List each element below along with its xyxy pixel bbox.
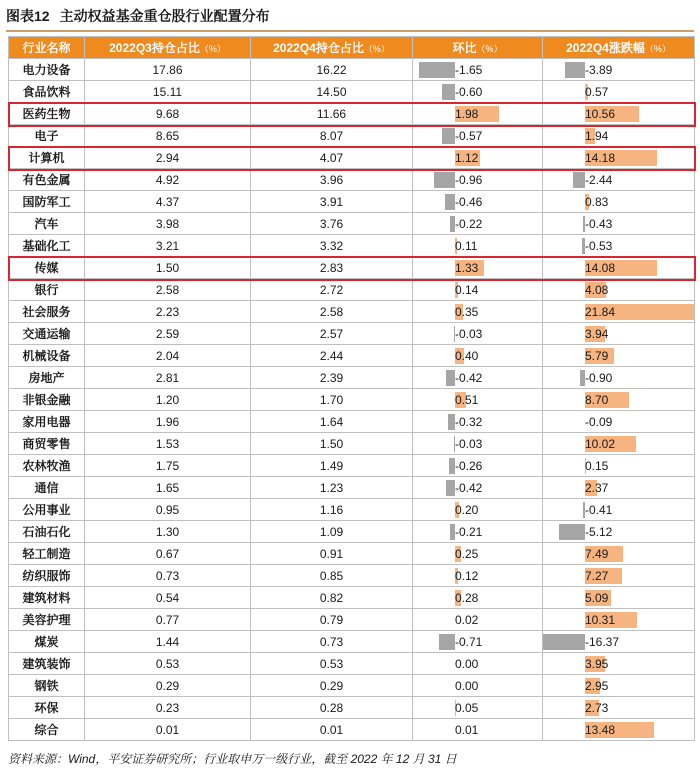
- table-row: [9, 125, 695, 147]
- industry-name-cell: 交通运输: [9, 323, 85, 345]
- table-row: [9, 609, 695, 631]
- table-row: [9, 169, 695, 191]
- q4-share-cell: 0.28: [251, 697, 413, 719]
- header-q3-label: 2022Q3持仓占比: [109, 41, 200, 55]
- qoq-cell: [413, 565, 543, 587]
- q3-share-cell: 1.20: [85, 389, 251, 411]
- table-row: [9, 565, 695, 587]
- qoq-value: -0.57: [455, 128, 483, 143]
- qoq-value: 0.00: [455, 656, 479, 671]
- q3-share-cell: 8.65: [85, 125, 251, 147]
- industry-name-cell: 医药生物: [9, 103, 85, 125]
- qoq-value: -0.71: [455, 634, 483, 649]
- table-row: [9, 103, 695, 125]
- change-value: 14.18: [585, 150, 616, 165]
- q3-share-cell: 2.58: [85, 279, 251, 301]
- change-value: 13.48: [585, 722, 616, 737]
- q4-change-cell: [543, 565, 695, 587]
- industry-name-cell: 通信: [9, 477, 85, 499]
- q4-share-cell: 1.49: [251, 455, 413, 477]
- table-row: [9, 191, 695, 213]
- q4-change-cell: [543, 719, 695, 741]
- q4-change-cell: [543, 675, 695, 697]
- q4-change-cell: [543, 257, 695, 279]
- q4-share-cell: 1.64: [251, 411, 413, 433]
- q4-share-cell: 0.85: [251, 565, 413, 587]
- qoq-cell: [413, 191, 543, 213]
- qoq-cell: [413, 147, 543, 169]
- q4-share-cell: 1.23: [251, 477, 413, 499]
- qoq-cell: [413, 653, 543, 675]
- change-value: 3.94: [585, 326, 609, 341]
- q3-share-cell: 1.75: [85, 455, 251, 477]
- q4-share-cell: 1.70: [251, 389, 413, 411]
- q4-share-cell: 0.29: [251, 675, 413, 697]
- qoq-value: -0.42: [455, 480, 483, 495]
- qoq-value: 0.00: [455, 678, 479, 693]
- change-value: -5.12: [585, 524, 613, 539]
- change-value: -0.90: [585, 370, 613, 385]
- table-row: [9, 455, 695, 477]
- q3-share-cell: 0.67: [85, 543, 251, 565]
- q4-change-cell: [543, 367, 695, 389]
- qoq-cell: [413, 675, 543, 697]
- industry-name-cell: 基础化工: [9, 235, 85, 257]
- q4-change-cell: [543, 345, 695, 367]
- industry-name-cell: 建筑材料: [9, 587, 85, 609]
- q4-change-cell: [543, 653, 695, 675]
- table-row: [9, 587, 695, 609]
- table-row: [9, 719, 695, 741]
- header-q4-label: 2022Q4持仓占比: [273, 41, 364, 55]
- header-qoq: [413, 37, 543, 59]
- q4-change-cell: [543, 235, 695, 257]
- industry-name-cell: 环保: [9, 697, 85, 719]
- industry-name-cell: 石油石化: [9, 521, 85, 543]
- change-value: 5.79: [585, 348, 609, 363]
- header-q3-unit: （%）: [199, 44, 226, 54]
- change-value: 0.83: [585, 194, 609, 209]
- qoq-cell: [413, 279, 543, 301]
- industry-name-cell: 传媒: [9, 257, 85, 279]
- qoq-value: 0.14: [455, 282, 479, 297]
- qoq-cell: [413, 103, 543, 125]
- q3-share-cell: 4.92: [85, 169, 251, 191]
- q4-share-cell: 2.39: [251, 367, 413, 389]
- header-q4-change: [543, 37, 695, 59]
- change-value: -2.44: [585, 172, 613, 187]
- qoq-value: -0.60: [455, 84, 483, 99]
- change-value: -0.41: [585, 502, 613, 517]
- header-industry-label: 行业名称: [22, 41, 71, 55]
- q3-share-cell: 3.98: [85, 213, 251, 235]
- q4-change-cell: [543, 697, 695, 719]
- change-value: 10.56: [585, 106, 616, 121]
- header-q4-unit: （%）: [363, 44, 390, 54]
- header-industry: [9, 37, 85, 59]
- change-value: -16.37: [585, 634, 620, 649]
- q4-share-cell: 11.66: [251, 103, 413, 125]
- change-value: 8.70: [585, 392, 609, 407]
- qoq-cell: [413, 455, 543, 477]
- change-value: 0.57: [585, 84, 609, 99]
- q4-share-cell: 2.58: [251, 301, 413, 323]
- table-row: [9, 81, 695, 103]
- q4-change-cell: [543, 213, 695, 235]
- q3-share-cell: 2.04: [85, 345, 251, 367]
- figure-title-text: 主动权益基金重仓股行业配置分布: [59, 8, 270, 24]
- q3-share-cell: 4.37: [85, 191, 251, 213]
- qoq-cell: [413, 697, 543, 719]
- header-q4-share: [251, 37, 413, 59]
- industry-name-cell: 美容护理: [9, 609, 85, 631]
- qoq-value: 0.01: [455, 722, 479, 737]
- table-row: [9, 213, 695, 235]
- q3-share-cell: 0.23: [85, 697, 251, 719]
- q4-share-cell: 2.44: [251, 345, 413, 367]
- qoq-value: 1.12: [455, 150, 479, 165]
- figure-title: [6, 4, 270, 28]
- table-row: [9, 411, 695, 433]
- table-row: [9, 257, 695, 279]
- change-value: 2.37: [585, 480, 609, 495]
- source-note: 资料来源：Wind，平安证券研究所；行业取申万一级行业，截至 2022 年 12 月 31 日: [8, 752, 457, 766]
- q4-change-cell: [543, 411, 695, 433]
- q4-change-cell: [543, 587, 695, 609]
- q4-share-cell: 0.53: [251, 653, 413, 675]
- change-value: 10.31: [585, 612, 616, 627]
- industry-name-cell: 商贸零售: [9, 433, 85, 455]
- q3-share-cell: 2.59: [85, 323, 251, 345]
- q3-share-cell: 17.86: [85, 59, 251, 81]
- q4-change-cell: [543, 499, 695, 521]
- qoq-cell: [413, 301, 543, 323]
- change-value: 14.08: [585, 260, 616, 275]
- table-row: [9, 389, 695, 411]
- industry-name-cell: 钢铁: [9, 675, 85, 697]
- table-row: [9, 675, 695, 697]
- q4-share-cell: 0.01: [251, 719, 413, 741]
- q3-share-cell: 0.29: [85, 675, 251, 697]
- q3-share-cell: 1.96: [85, 411, 251, 433]
- qoq-cell: [413, 367, 543, 389]
- q3-share-cell: 15.11: [85, 81, 251, 103]
- qoq-value: -0.21: [455, 524, 483, 539]
- change-value: 1.94: [585, 128, 609, 143]
- q3-share-cell: 9.68: [85, 103, 251, 125]
- qoq-cell: [413, 477, 543, 499]
- table-row: [9, 521, 695, 543]
- q4-share-cell: 0.82: [251, 587, 413, 609]
- industry-name-cell: 公用事业: [9, 499, 85, 521]
- table-row: [9, 323, 695, 345]
- q4-change-cell: [543, 81, 695, 103]
- change-value: -0.09: [585, 414, 613, 429]
- qoq-value: 0.40: [455, 348, 479, 363]
- q4-change-cell: [543, 103, 695, 125]
- q4-share-cell: 0.91: [251, 543, 413, 565]
- change-value: 3.95: [585, 656, 609, 671]
- table-row: [9, 279, 695, 301]
- table-row: [9, 433, 695, 455]
- q4-share-cell: 3.96: [251, 169, 413, 191]
- qoq-cell: [413, 81, 543, 103]
- header-chg-unit: （%）: [644, 44, 671, 54]
- industry-name-cell: 煤炭: [9, 631, 85, 653]
- qoq-cell: [413, 499, 543, 521]
- table-header-row: [9, 37, 695, 59]
- q4-change-cell: [543, 191, 695, 213]
- q4-share-cell: 8.07: [251, 125, 413, 147]
- industry-allocation-table: [8, 36, 695, 741]
- qoq-value: -0.46: [455, 194, 483, 209]
- q4-change-cell: [543, 169, 695, 191]
- change-value: 10.02: [585, 436, 616, 451]
- header-qoq-label: 环比: [452, 41, 477, 55]
- q4-share-cell: 3.76: [251, 213, 413, 235]
- qoq-value: 0.12: [455, 568, 479, 583]
- q4-change-cell: [543, 323, 695, 345]
- qoq-value: -0.42: [455, 370, 483, 385]
- q4-share-cell: 14.50: [251, 81, 413, 103]
- qoq-cell: [413, 411, 543, 433]
- change-value: 7.49: [585, 546, 609, 561]
- change-value: 0.15: [585, 458, 609, 473]
- q3-share-cell: 2.94: [85, 147, 251, 169]
- table-row: [9, 147, 695, 169]
- q4-change-cell: [543, 455, 695, 477]
- header-q3-share: [85, 37, 251, 59]
- q4-change-cell: [543, 301, 695, 323]
- table-row: [9, 697, 695, 719]
- qoq-cell: [413, 719, 543, 741]
- qoq-value: 0.51: [455, 392, 479, 407]
- q4-change-cell: [543, 521, 695, 543]
- industry-name-cell: 家用电器: [9, 411, 85, 433]
- qoq-cell: [413, 257, 543, 279]
- q4-share-cell: 1.09: [251, 521, 413, 543]
- q4-change-cell: [543, 279, 695, 301]
- change-value: -0.43: [585, 216, 613, 231]
- table-row: [9, 631, 695, 653]
- q4-share-cell: 0.73: [251, 631, 413, 653]
- table-row: [9, 477, 695, 499]
- q4-share-cell: 1.16: [251, 499, 413, 521]
- qoq-value: -0.96: [455, 172, 483, 187]
- qoq-cell: [413, 235, 543, 257]
- qoq-value: -0.26: [455, 458, 483, 473]
- table-row: [9, 367, 695, 389]
- industry-name-cell: 电子: [9, 125, 85, 147]
- qoq-value: 0.20: [455, 502, 479, 517]
- table-row: [9, 543, 695, 565]
- q4-share-cell: 16.22: [251, 59, 413, 81]
- q3-share-cell: 0.54: [85, 587, 251, 609]
- change-value: -0.53: [585, 238, 613, 253]
- q3-share-cell: 1.53: [85, 433, 251, 455]
- change-value: 2.95: [585, 678, 609, 693]
- qoq-cell: [413, 323, 543, 345]
- qoq-value: -0.03: [455, 326, 483, 341]
- industry-name-cell: 非银金融: [9, 389, 85, 411]
- change-value: 4.08: [585, 282, 609, 297]
- qoq-value: 0.28: [455, 590, 479, 605]
- qoq-cell: [413, 433, 543, 455]
- q3-share-cell: 2.23: [85, 301, 251, 323]
- industry-name-cell: 轻工制造: [9, 543, 85, 565]
- industry-name-cell: 建筑装饰: [9, 653, 85, 675]
- table-row: [9, 653, 695, 675]
- qoq-value: -0.03: [455, 436, 483, 451]
- q4-change-cell: [543, 125, 695, 147]
- q4-share-cell: 3.32: [251, 235, 413, 257]
- qoq-cell: [413, 587, 543, 609]
- q4-change-cell: [543, 59, 695, 81]
- qoq-value: 1.98: [455, 106, 479, 121]
- q4-change-cell: [543, 389, 695, 411]
- qoq-value: 0.35: [455, 304, 479, 319]
- q4-change-cell: [543, 631, 695, 653]
- qoq-value: 1.33: [455, 260, 479, 275]
- q3-share-cell: 0.53: [85, 653, 251, 675]
- qoq-value: 0.11: [455, 238, 478, 253]
- q4-share-cell: 1.50: [251, 433, 413, 455]
- industry-name-cell: 社会服务: [9, 301, 85, 323]
- qoq-cell: [413, 345, 543, 367]
- industry-name-cell: 纺织服饰: [9, 565, 85, 587]
- q3-share-cell: 1.44: [85, 631, 251, 653]
- table-row: [9, 345, 695, 367]
- figure-number: 图表12: [6, 8, 50, 24]
- q3-share-cell: 0.01: [85, 719, 251, 741]
- q4-change-cell: [543, 477, 695, 499]
- q3-share-cell: 0.73: [85, 565, 251, 587]
- table-row: [9, 235, 695, 257]
- q4-share-cell: 2.57: [251, 323, 413, 345]
- q3-share-cell: 1.50: [85, 257, 251, 279]
- change-value: 21.84: [585, 304, 616, 319]
- qoq-cell: [413, 213, 543, 235]
- qoq-cell: [413, 59, 543, 81]
- change-value: 7.27: [585, 568, 609, 583]
- qoq-cell: [413, 631, 543, 653]
- qoq-cell: [413, 389, 543, 411]
- title-underline: [6, 30, 694, 32]
- qoq-cell: [413, 521, 543, 543]
- q3-share-cell: 3.21: [85, 235, 251, 257]
- change-value: -3.89: [585, 62, 613, 77]
- industry-name-cell: 银行: [9, 279, 85, 301]
- industry-name-cell: 电力设备: [9, 59, 85, 81]
- q3-share-cell: 1.65: [85, 477, 251, 499]
- qoq-value: -1.65: [455, 62, 483, 77]
- industry-name-cell: 汽车: [9, 213, 85, 235]
- industry-name-cell: 食品饮料: [9, 81, 85, 103]
- table-row: [9, 301, 695, 323]
- q4-change-cell: [543, 147, 695, 169]
- qoq-cell: [413, 609, 543, 631]
- qoq-cell: [413, 543, 543, 565]
- table-row: [9, 59, 695, 81]
- q4-change-cell: [543, 609, 695, 631]
- industry-name-cell: 有色金属: [9, 169, 85, 191]
- qoq-cell: [413, 169, 543, 191]
- industry-name-cell: 农林牧渔: [9, 455, 85, 477]
- industry-name-cell: 综合: [9, 719, 85, 741]
- q3-share-cell: 0.95: [85, 499, 251, 521]
- industry-name-cell: 房地产: [9, 367, 85, 389]
- q3-share-cell: 2.81: [85, 367, 251, 389]
- q4-share-cell: 2.83: [251, 257, 413, 279]
- industry-name-cell: 计算机: [9, 147, 85, 169]
- q4-change-cell: [543, 543, 695, 565]
- q3-share-cell: 1.30: [85, 521, 251, 543]
- qoq-value: -0.32: [455, 414, 483, 429]
- qoq-value: 0.25: [455, 546, 479, 561]
- q4-share-cell: 4.07: [251, 147, 413, 169]
- industry-name-cell: 国防军工: [9, 191, 85, 213]
- industry-name-cell: 机械设备: [9, 345, 85, 367]
- q4-share-cell: 3.91: [251, 191, 413, 213]
- qoq-cell: [413, 125, 543, 147]
- qoq-value: 0.05: [455, 700, 479, 715]
- q4-share-cell: 0.79: [251, 609, 413, 631]
- header-qoq-unit: （%）: [476, 44, 503, 54]
- table-row: [9, 499, 695, 521]
- header-chg-label: 2022Q4涨跌幅: [566, 41, 645, 55]
- qoq-value: 0.02: [455, 612, 479, 627]
- qoq-value: -0.22: [455, 216, 483, 231]
- q4-share-cell: 2.72: [251, 279, 413, 301]
- change-value: 2.73: [585, 700, 609, 715]
- change-value: 5.09: [585, 590, 609, 605]
- q4-change-cell: [543, 433, 695, 455]
- q3-share-cell: 0.77: [85, 609, 251, 631]
